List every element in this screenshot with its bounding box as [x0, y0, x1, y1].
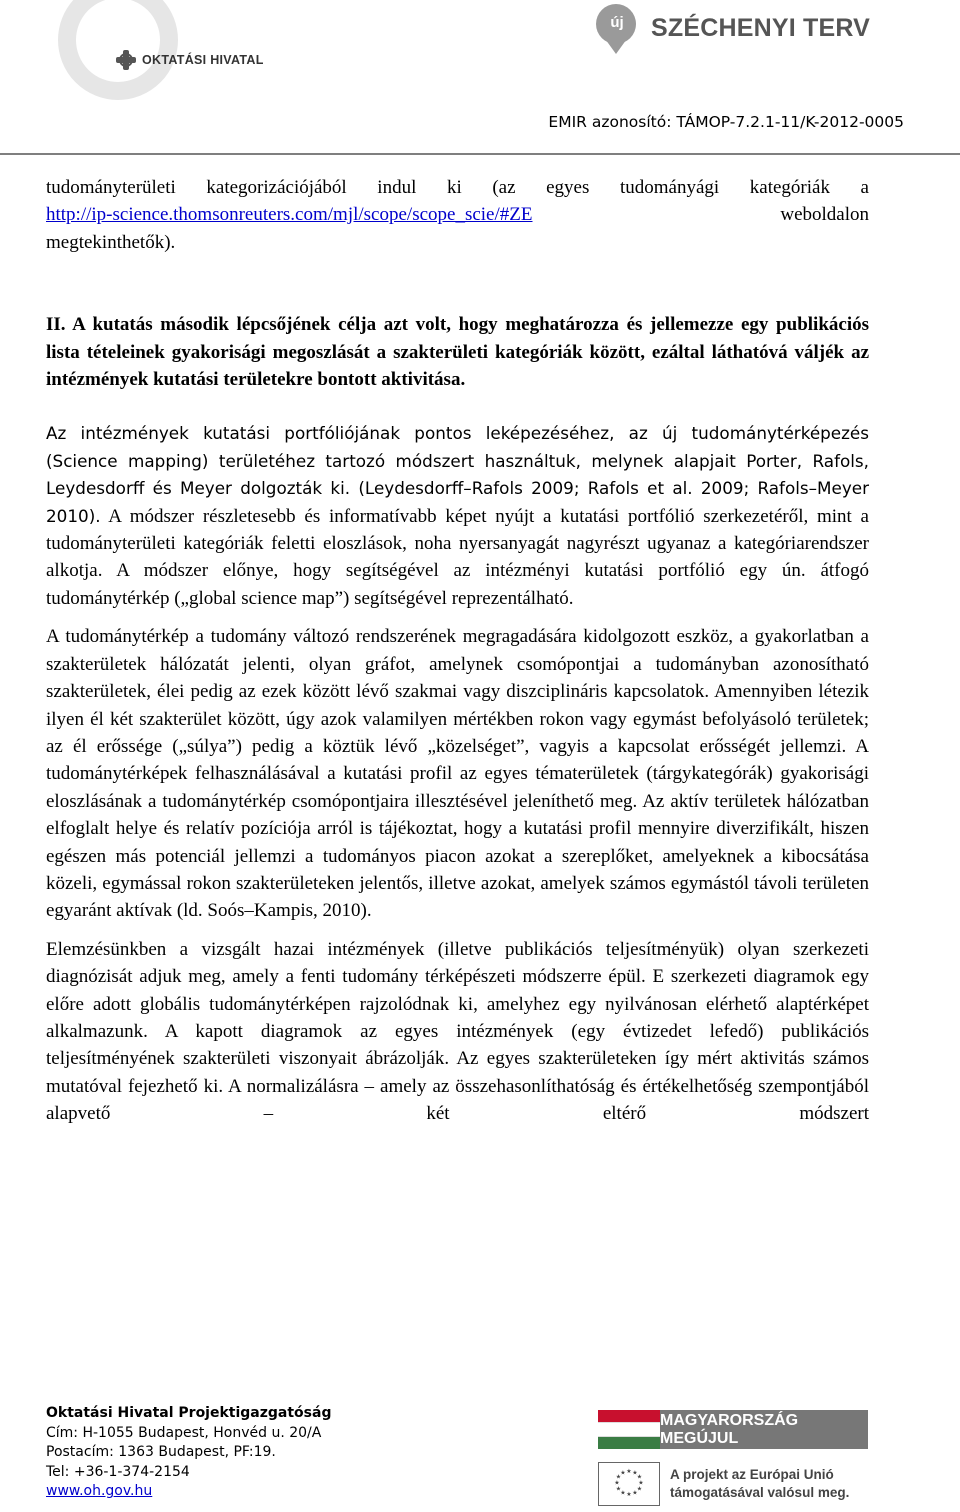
paragraph-5: Elemzésünkben a vizsgált hazai intézmények (illetve publikációs teljesítményük) olyan szerkezeti diagnózisát adjuk meg, amely a fenti tudomány térképészeti módszerre épül. E szerkezeti diagramok egy előre adott globális tudománytérképen rajzolódnak ki, amelyhez egy nyilvánosan elérhető alaptérképet alkalmazunk. A kapott diagramok az egyes intézmények (egy évtizedet lefedő) publikációs teljesítményének szakterületi viszonyait ábrázolják. Az egyes szakterületeken így mért aktivitás számos mutatóval fejezhető ki. A normalizálásra – amely az összehasonlíthatóság és értékelhetőség szempontjából alapvető – két eltérő módszert [46, 938, 869, 1125]
paragraph-1-end: megtekinthetők). [46, 231, 176, 253]
document-body [46, 174, 869, 1128]
footer-phone: Tel: +36-1-374-2154 [46, 1463, 190, 1480]
paragraph-3 [46, 420, 869, 612]
eu-stars-flag-icon [598, 1462, 660, 1506]
svg-text:★: ★ [636, 1485, 643, 1493]
svg-text:★: ★ [638, 1479, 644, 1487]
svg-text:★: ★ [620, 1469, 626, 1477]
szechenyi-terv-prefix: új [610, 14, 624, 31]
svg-text:★: ★ [632, 1469, 638, 1477]
oktatasi-hivatal-logo [116, 50, 264, 70]
footer-website-link[interactable]: www.oh.gov.hu [46, 1483, 153, 1500]
eu-support-line-2: támogatásával valósul meg. [670, 1485, 850, 1500]
paragraph-3-serif-text: A módszer részletesebb és informatívabb képet nyújt a kutatási portfólió szerkezetéről, mint a tudományterületi kategóriák feletti eloszlások, noha nyersanyagát nagyrészt ugyanaz a kategóriarendszer alkotja. A módszer előnye, hogy segítségével az intézményi kutatási portfólió egy ún. átfogó tudománytérkép („global science map”) segítségével reprezentálható. [46, 505, 869, 609]
svg-text:★: ★ [636, 1473, 643, 1481]
emir-identifier: EMIR azonosító: TÁMOP-7.2.1-11/K-2012-0005 [548, 113, 904, 131]
paragraph-1-after-link: weboldalon [780, 204, 869, 226]
footer-postal-address: Postacím: 1363 Budapest, PF:19. [46, 1444, 276, 1461]
footer-address: Cím: H-1055 Budapest, Honvéd u. 20/A [46, 1424, 322, 1441]
svg-text:★: ★ [615, 1473, 622, 1481]
svg-text:★: ★ [620, 1489, 626, 1497]
oktatasi-hivatal-mark-icon [116, 50, 136, 70]
svg-text:★: ★ [614, 1479, 620, 1487]
paragraph-3-sans-text: Az intézmények kutatási portfóliójának pontos leképezéséhez, az új tudománytérképezés (Science mapping) területéhez tartozó módszert használtuk, melynek alapjait Porter, Rafols, Leydesdorff és Meyer dolgozták ki. (Leydesdorff–Rafols 2009; Rafols et al. 2009; Rafols–Meyer 2010). [46, 423, 869, 526]
oktatasi-hivatal-logo-text: OKTATÁSI HIVATAL [142, 53, 264, 67]
paragraph-1-line-2 [46, 201, 869, 228]
thomsonreuters-link[interactable]: http://ip-science.thomsonreuters.com/mjl/scope/scope_scie/#ZE [46, 204, 533, 226]
paragraph-1-line-1 [46, 174, 869, 201]
page-header [0, 0, 960, 155]
header-divider [0, 153, 960, 155]
svg-text:★: ★ [626, 1491, 632, 1498]
svg-text:★: ★ [615, 1485, 622, 1493]
eu-support-badge [598, 1462, 868, 1506]
footer-org-name: Oktatási Hivatal Projektigazgatóság [46, 1405, 332, 1421]
paragraph-4: A tudománytérkép a tudomány változó rendszerének megragadására kidolgozott eszköz, a gyakorlatban a szakterületek hálózatát jelenti, olyan gráfot, amelynek csomópontjai a tudományban azonosítható szakterületek, élei pedig az ezek között lévő szakmai vagy diszciplináris kapcsolatok. Amennyiben létezik ilyen él két szakterület között, úgy azok valamilyen mértékben rokon vagy egymást befolyásoló területek; az él erőssége („súlya”) pedig a köztük lévő „közelséget”, vagyis a kapcsolat erősségét jellemzi. A tudománytérképek felhasználásával a kutatási profil az egyes tématerületek (tárgykategórák) gyakorisági eloszlásának a tudománytérkép csomópontjaira illesztésével jeleníthető meg. Az aktív területek hálózatban elfoglalt helye és relatív pozíciója arról is tájékoztat, hogy a kutatási profil mennyire diverzifikált, hiszen egészen más potenciál jellemzi a tudományos piacon azokat a szereplőket, amelyeknek a kibocsátása közeli, egymással rokon szakterületeken jelentős, illetve azokat, amelyek számos egymástól távoli területen egyaránt aktívak (ld. Soós–Kampis, 2010). [46, 626, 869, 922]
paragraph-2-text: II. A kutatás második lépcsőjének célja azt volt, hogy meghatározza és jellemezze egy publikációs lista tételeinek gyakorisági megoszlását a szakterületi kategóriák között, ezáltal láthatóvá váljék az intézmények kutatási területekre bontott aktivitása. [46, 314, 869, 391]
svg-text:★: ★ [632, 1489, 638, 1497]
svg-text:★: ★ [626, 1468, 632, 1475]
magyarorszag-megujul-badge [598, 1410, 868, 1449]
magyarorszag-megujul-label: MAGYARORSZÁG MEGÚJUL [660, 1410, 868, 1449]
eu-support-line-1: A projekt az Európai Unió [670, 1467, 834, 1482]
eu-support-text [670, 1466, 849, 1502]
szechenyi-terv-pin-tip [603, 36, 629, 54]
paragraph-2-bold [46, 311, 869, 393]
hungarian-flag-icon [598, 1410, 660, 1449]
paragraph-1-text: tudományterületi kategorizációjából indul ki (az egyes tudományági kategóriák a [46, 177, 869, 198]
page-footer [46, 1404, 331, 1502]
szechenyi-terv-logo-text: SZÉCHENYI TERV [651, 14, 871, 42]
